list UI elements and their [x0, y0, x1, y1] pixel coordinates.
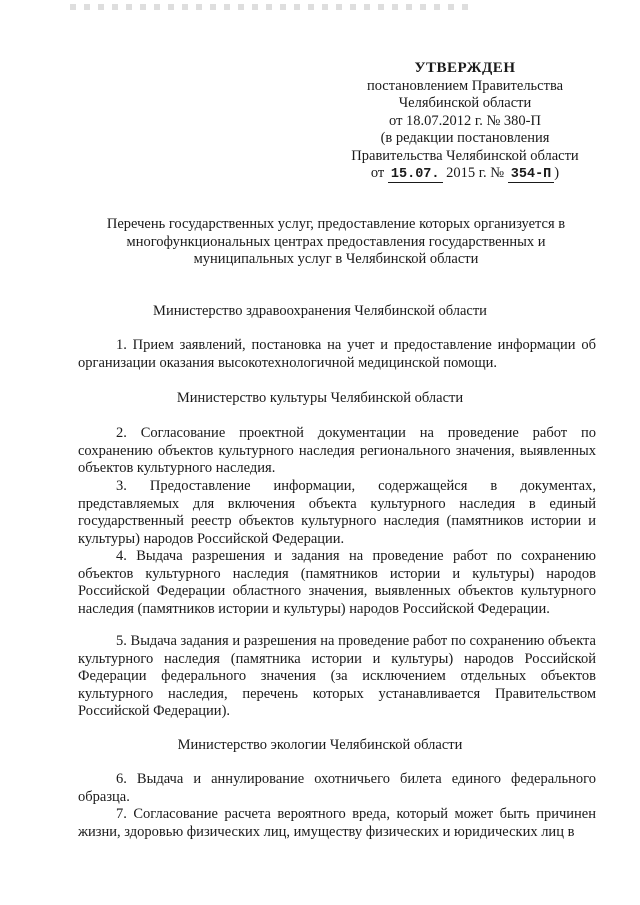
- approval-line: Челябинской области: [398, 95, 532, 111]
- scan-noise: [70, 4, 470, 10]
- list-item: 5. Выдача задания и разрешения на проведение работ по сохранению объекта культурного наследия (памятника истории и культуры) народов Российской Федерации федерального значения (за исключением отдельных объектов культурного наследия, перечень которых устанавливается Правительством Российской Федерации).: [78, 633, 596, 719]
- approval-heading: УТВЕРЖДЕН: [414, 60, 516, 76]
- list-item: 1. Прием заявлений, постановка на учет и предоставление информации об организации оказания высокотехнологичной медицинской помощи.: [78, 337, 596, 371]
- approval-line: (в редакции постановления: [380, 130, 550, 146]
- approval-line: Правительства Челябинской области: [351, 147, 579, 164]
- section-ecology: Министерство экологии Челябинской области: [177, 737, 463, 753]
- document-title: Перечень государственных услуг, предоставление которых организуется в многофункциональных центрах предоставления государственных и муниципальных услуг в Челябинской области: [106, 216, 566, 267]
- list-item: 4. Выдача разрешения и задания на проведение работ по сохранению объектов культурного наследия (памятников истории и культуры) народов Российской Федерации областного значения, выявленных объектов культурного наследия (памятников истории и культуры) народов Российской Федерации.: [78, 548, 596, 617]
- date-prefix: от: [370, 165, 385, 181]
- filled-number: 354-П: [508, 167, 555, 183]
- date-year: 2015 г. №: [446, 165, 505, 181]
- section-health: Министерство здравоохранения Челябинской области: [153, 303, 487, 319]
- approval-line: от 18.07.2012 г. № 380-П: [389, 112, 541, 129]
- approval-line: постановлением Правительства: [366, 77, 564, 94]
- filled-date: 15.07.: [388, 167, 443, 183]
- amendment-date-line: [330, 165, 600, 184]
- section-culture: Министерство культуры Челябинской области: [176, 390, 464, 406]
- list-item: 3. Предоставление информации, содержащейся в документах, представляемых для включения объекта культурного наследия в единый государственный реестр объектов культурного наследия (памятников истории и культуры) народов Российской Федерации.: [78, 478, 596, 547]
- list-item: 7. Согласование расчета вероятного вреда, который может быть причинен жизни, здоровью физических лиц, имуществу физических и юридических лиц в: [78, 806, 596, 840]
- close-paren: ): [554, 165, 560, 181]
- list-item: 6. Выдача и аннулирование охотничьего билета единого федерального образца.: [78, 771, 596, 805]
- list-item: 2. Согласование проектной документации на проведение работ по сохранению объектов культурного наследия регионального значения, выявленных объектов культурного наследия.: [78, 425, 596, 476]
- approval-stamp: [330, 60, 600, 184]
